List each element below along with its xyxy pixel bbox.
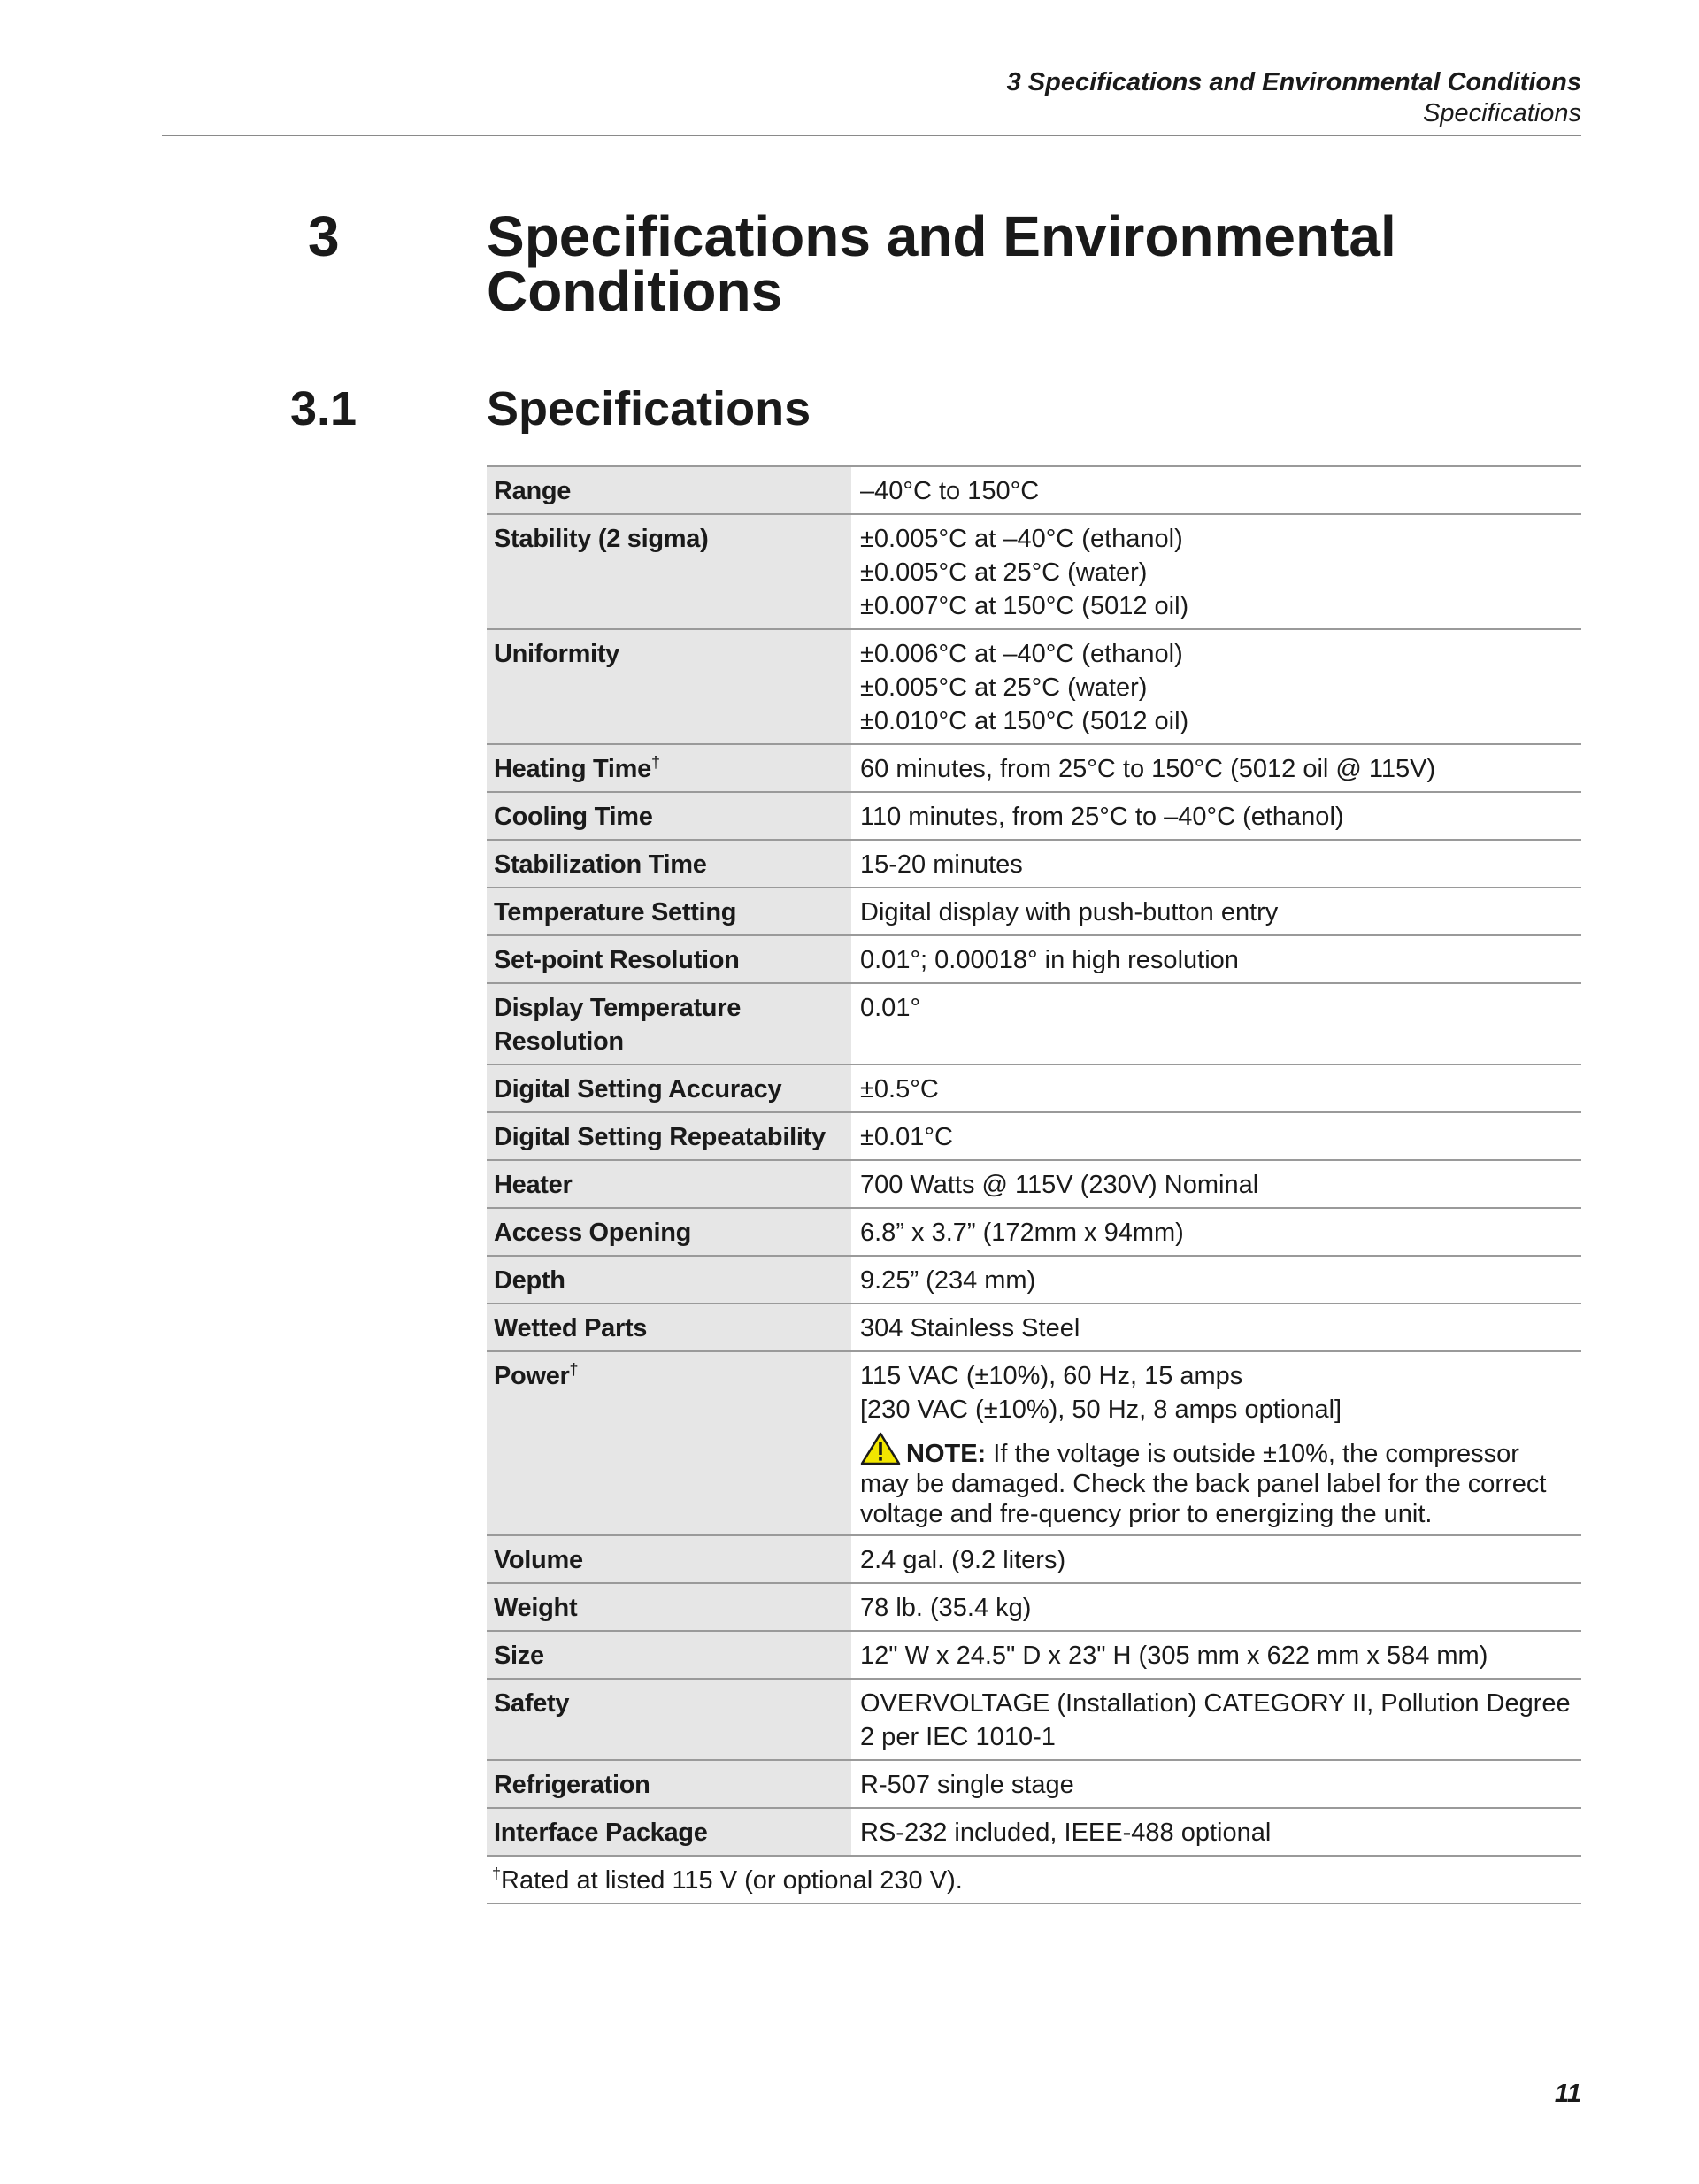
section-number: 3.1 [290, 382, 357, 435]
spec-label: Digital Setting Accuracy [487, 1065, 851, 1112]
chapter-number: 3 [308, 204, 340, 268]
dagger-mark: † [569, 1360, 579, 1379]
table-row [487, 1535, 1581, 1583]
power-note [860, 1432, 1574, 1529]
table-row [487, 1760, 1581, 1808]
table-row [487, 792, 1581, 840]
chapter-title: Specifications and Environmental Conditions [487, 204, 1396, 323]
spec-value-line: 115 VAC (±10%), 60 Hz, 15 amps [860, 1362, 1243, 1390]
spec-label: Uniformity [487, 629, 851, 744]
dagger-mark: † [650, 753, 660, 772]
spec-label [487, 1351, 851, 1535]
spec-label: Wetted Parts [487, 1303, 851, 1351]
spec-label: Access Opening [487, 1208, 851, 1256]
table-footnote [487, 1856, 1581, 1903]
spec-label: Stabilization Time [487, 840, 851, 888]
running-header-chapter: 3 Specifications and Environmental Conditions [1006, 68, 1581, 96]
spec-label: Digital Setting Repeatability [487, 1112, 851, 1160]
footnote-text: Rated at listed 115 V (or optional 230 V). [501, 1866, 963, 1895]
spec-label: Set-point Resolution [487, 935, 851, 983]
spec-label: Volume [487, 1535, 851, 1583]
table-row [487, 514, 1581, 629]
spec-label: Weight [487, 1583, 851, 1631]
spec-label-text: Heating Time [494, 755, 651, 783]
spec-label-text: Power [494, 1362, 570, 1390]
spec-label: Depth [487, 1256, 851, 1303]
table-row [487, 840, 1581, 888]
table-row [487, 1631, 1581, 1679]
dagger-mark: † [492, 1865, 502, 1883]
spec-label: Stability (2 sigma) [487, 514, 851, 629]
table-row [487, 1808, 1581, 1856]
table-row [487, 888, 1581, 935]
warning-icon [860, 1432, 901, 1465]
table-row [487, 629, 1581, 744]
spec-label [487, 744, 851, 792]
spec-value-line: ±0.006°C at –40°C (ethanol) [860, 640, 1183, 668]
spec-value-line: ±0.005°C at 25°C (water) [860, 558, 1148, 587]
table-row [487, 1679, 1581, 1760]
table-row [487, 1303, 1581, 1351]
table-row [487, 1160, 1581, 1208]
spec-value: 0.01°; 0.00018° in high resolution [851, 935, 1581, 983]
spec-label: Cooling Time [487, 792, 851, 840]
spec-value: 78 lb. (35.4 kg) [851, 1583, 1581, 1631]
section-title: Specifications [487, 382, 811, 435]
table-row [487, 1256, 1581, 1303]
spec-value: OVERVOLTAGE (Installation) CATEGORY II, Pollution Degree 2 per IEC 1010-1 [851, 1679, 1581, 1760]
spec-value-line: ±0.005°C at –40°C (ethanol) [860, 525, 1183, 553]
table-row [487, 1065, 1581, 1112]
spec-value: 60 minutes, from 25°C to 150°C (5012 oil @ 115V) [851, 744, 1581, 792]
specifications-table [487, 465, 1581, 1904]
spec-value [851, 1351, 1581, 1535]
table-row [487, 1208, 1581, 1256]
table-row [487, 1112, 1581, 1160]
spec-value: –40°C to 150°C [851, 466, 1581, 514]
spec-value [851, 514, 1581, 629]
spec-value: 110 minutes, from 25°C to –40°C (ethanol) [851, 792, 1581, 840]
spec-label: Range [487, 466, 851, 514]
running-header-section: Specifications [1423, 99, 1581, 127]
spec-value [851, 629, 1581, 744]
table-row [487, 1583, 1581, 1631]
table-row [487, 1351, 1581, 1535]
spec-value: 12" W x 24.5" D x 23" H (305 mm x 622 mm x 584 mm) [851, 1631, 1581, 1679]
page-number: 11 [1554, 2080, 1581, 2108]
spec-label: Safety [487, 1679, 851, 1760]
note-label: NOTE: [906, 1440, 987, 1468]
spec-value-line: ±0.007°C at 150°C (5012 oil) [860, 592, 1189, 620]
spec-value: R-507 single stage [851, 1760, 1581, 1808]
spec-value: ±0.01°C [851, 1112, 1581, 1160]
table-row [487, 744, 1581, 792]
spec-value-line: [230 VAC (±10%), 50 Hz, 8 amps optional] [860, 1396, 1342, 1424]
spec-value: ±0.5°C [851, 1065, 1581, 1112]
spec-value: 304 Stainless Steel [851, 1303, 1581, 1351]
note-text: If the voltage is outside ±10%, the compressor may be damaged. Check the back panel label for the correct voltage and fre-quency prior to energizing the unit. [860, 1440, 1547, 1528]
spec-label: Interface Package [487, 1808, 851, 1856]
spec-value: 9.25” (234 mm) [851, 1256, 1581, 1303]
spec-label: Temperature Setting [487, 888, 851, 935]
spec-value-line: ±0.005°C at 25°C (water) [860, 673, 1148, 702]
spec-value: Digital display with push-button entry [851, 888, 1581, 935]
spec-label: Display Temperature Resolution [487, 983, 851, 1065]
spec-label: Refrigeration [487, 1760, 851, 1808]
spec-value-line: ±0.010°C at 150°C (5012 oil) [860, 707, 1189, 735]
spec-value: 15-20 minutes [851, 840, 1581, 888]
spec-value: 700 Watts @ 115V (230V) Nominal [851, 1160, 1581, 1208]
spec-value: 6.8” x 3.7” (172mm x 94mm) [851, 1208, 1581, 1256]
spec-value: RS-232 included, IEEE-488 optional [851, 1808, 1581, 1856]
table-row [487, 983, 1581, 1065]
spec-value: 0.01° [851, 983, 1581, 1065]
table-footnote-row [487, 1856, 1581, 1903]
running-header [162, 67, 1581, 136]
spec-value: 2.4 gal. (9.2 liters) [851, 1535, 1581, 1583]
spec-label: Heater [487, 1160, 851, 1208]
spec-label: Size [487, 1631, 851, 1679]
table-row [487, 935, 1581, 983]
table-row [487, 466, 1581, 514]
